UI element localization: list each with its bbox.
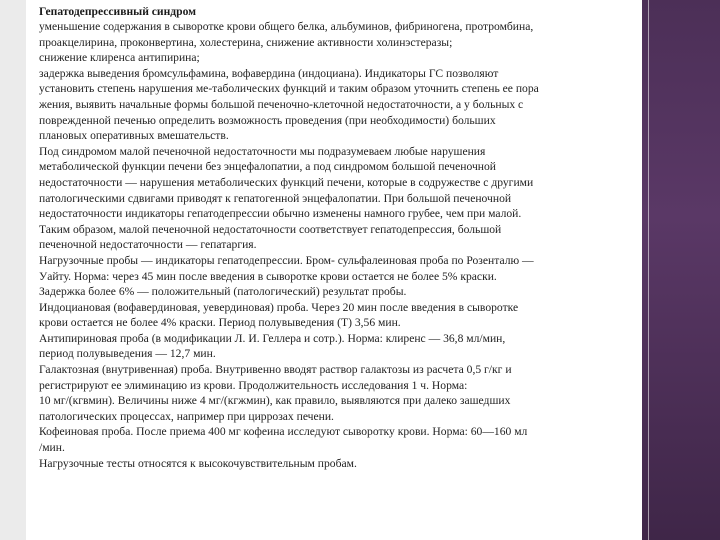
text-line: /мин.	[39, 441, 65, 455]
text-line: снижение клиренса антипирина;	[39, 51, 200, 65]
text-line: патологическими сдвигами приводят к гепатогенной энцефалопатии. При большой печеночной	[39, 191, 512, 205]
text-line: крови остается не более 4% краски. Период полувыведения (Т) 3,56 мин.	[39, 316, 401, 330]
text-line: проакцелирина, проконвертина, холестерина, снижение активности холинэстеразы;	[39, 35, 453, 49]
text-line: печеночной недостаточности — гепатаргия.	[39, 238, 257, 252]
text-line: жения, выявить начальные формы большой печеночно-клеточной недостаточности, а у больных с	[39, 97, 524, 111]
text-line: Антипириновая проба (в модификации Л. И. Геллера и сотр.). Норма: клиренс — 36,8 мл/мин,	[39, 331, 506, 345]
text-line: Кофеиновая проба. После приема 400 мг кофеина исследуют сыворотку крови. Норма: 60—160 мл	[39, 425, 528, 439]
text-line: Задержка более 6% — положительный (патологический) результат пробы.	[39, 285, 407, 299]
text-line: период полувыведения — 12,7 мин.	[39, 347, 216, 361]
text-line: Нагрузочные пробы — индикаторы гепатодепрессии. Бром- сульфалеиновая проба по Розенталю —	[39, 253, 534, 267]
text-line: регистрируют ее элиминацию из крови. Продолжительность исследования 1 ч. Норма:	[39, 378, 468, 392]
text-line: плановых оперативных вмешательств.	[39, 129, 229, 143]
side-bar-line	[648, 0, 649, 540]
text-line: поврежденной печенью определить возможность проведения (при необходимости) больших	[39, 113, 496, 127]
document-body	[39, 19, 646, 471]
text-line: Уайту. Норма: через 45 мин после введения в сыворотке крови остается не более 5% краски.	[39, 269, 497, 283]
text-line: установить степень нарушения ме-таболических функций и таким образом уточнить степень ее пора	[39, 82, 539, 96]
text-line: недостаточности — нарушения метаболических функций печени, которые в содружестве с другими	[39, 175, 534, 189]
text-line: Под синдромом малой печеночной недостаточности мы подразумеваем любые нарушения	[39, 144, 486, 158]
text-line: Таким образом, малой печеночной недостаточности соответствует гепатодепрессия, большой	[39, 222, 502, 236]
text-line: Галактозная (внутривенная) проба. Внутривенно вводят раствор галактозы из расчета 0,5 г/кг и	[39, 363, 512, 377]
text-line: Индоциановая (вофавердиновая, уевердиновая) проба. Через 20 мин после введения в сыворотке	[39, 300, 519, 314]
text-line: 10 мг/(кгвмин). Величины ниже 4 мг/(кгжмин), как правило, выявляются при далеко зашедших	[39, 394, 511, 408]
text-line: уменьшение содержания в сыворотке крови общего белка, альбуминов, фибриногена, протромбина,	[39, 20, 534, 33]
text-line: патологических процессах, например при циррозах печени.	[39, 409, 334, 423]
decorative-side-bar	[642, 0, 720, 540]
text-box	[26, 0, 646, 540]
text-line: метаболической функции печени без энцефалопатии, а под синдромом большой печеночной	[39, 160, 496, 174]
text-line: задержка выведения бромсульфамина, вофавердина (индоциана). Индикаторы ГС позволяют	[39, 66, 499, 80]
text-line: недостаточности индикаторы гепатодепрессии обычно изменены намного грубее, чем при малой.	[39, 207, 522, 221]
document-title: Гепатодепрессивный синдром	[39, 5, 197, 18]
text-line: Нагрузочные тесты относятся к высокочувствительным пробам.	[39, 456, 357, 470]
